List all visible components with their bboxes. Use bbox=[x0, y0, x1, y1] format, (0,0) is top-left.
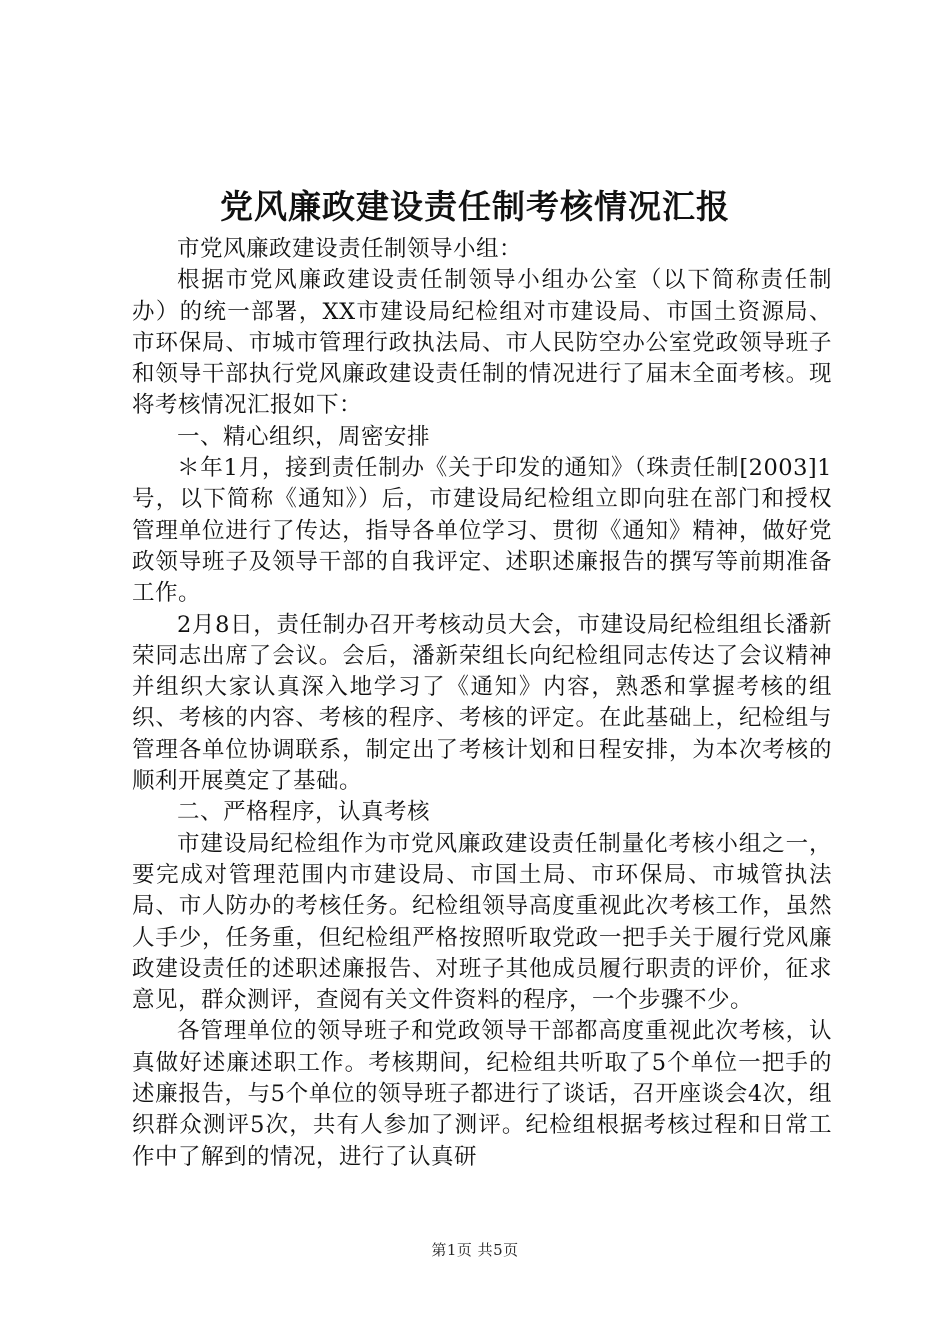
body-paragraph: 2月8日，责任制办召开考核动员大会，市建设局纪检组组长潘新荣同志出席了会议。会后，潘新荣组长向纪检组同志传达了会议精神并组织大家认真深入地学习了《通知》内容，熟悉和掌握考核的组织、考核的内容、考核的程序、考核的评定。在此基础上，纪检组与管理各单位协调联系，制定出了考核计划和日程安排，为本次考核的顺利开展奠定了基础。 bbox=[132, 611, 832, 795]
salutation: 市党风廉政建设责任制领导小组： bbox=[177, 236, 523, 262]
section-heading-2: 二、严格程序，认真考核 bbox=[177, 799, 431, 826]
body-paragraph: 市建设局纪检组作为市党风廉政建设责任制量化考核小组之一，要完成对管理范围内市建设局、市国土局、市环保局、市城管执法局、市人防办的考核任务。纪检组领导高度重视此次考核工作，虽然人手少，任务重，但纪检组严格按照听取党政一把手关于履行党风廉政建设责任的述职述廉报告、对班子其他成员履行职责的评价，征求意见，群众测评，查阅有关文件资料的程序，一个步骤不少。 bbox=[132, 830, 832, 1014]
document-body bbox=[132, 234, 832, 1173]
intro-paragraph: 根据市党风廉政建设责任制领导小组办公室（以下简称责任制办）的统一部署，XX市建设局纪检组对市建设局、市国土资源局、市环保局、市城市管理行政执法局、市人民防空办公室党政领导班子和领导干部执行党风廉政建设责任制的情况进行了届末全面考核。现将考核情况汇报如下： bbox=[132, 267, 832, 419]
section-heading-1: 一、精心组织，周密安排 bbox=[177, 423, 431, 450]
page-number-footer: 第1页 共5页 bbox=[431, 1241, 519, 1259]
document-title: 党风廉政建设责任制考核情况汇报 bbox=[220, 187, 730, 226]
body-paragraph: ＊年1月，接到责任制办《关于印发的通知》（珠责任制[2003]1号，以下简称《通知》）后，市建设局纪检组立即向驻在部门和授权管理单位进行了传达，指导各单位学习、贯彻《通知》精神，做好党政领导班子及领导干部的自我评定、述职述廉报告的撰写等前期准备工作。 bbox=[132, 455, 832, 607]
body-paragraph: 各管理单位的领导班子和党政领导干部都高度重视此次考核，认真做好述廉述职工作。考核期间，纪检组共听取了5个单位一把手的述廉报告，与5个单位的领导班子都进行了谈话，召开座谈会4次，组织群众测评5次，共有人参加了测评。纪检组根据考核过程和日常工作中了解到的情况，进行了认真研 bbox=[132, 1018, 832, 1170]
